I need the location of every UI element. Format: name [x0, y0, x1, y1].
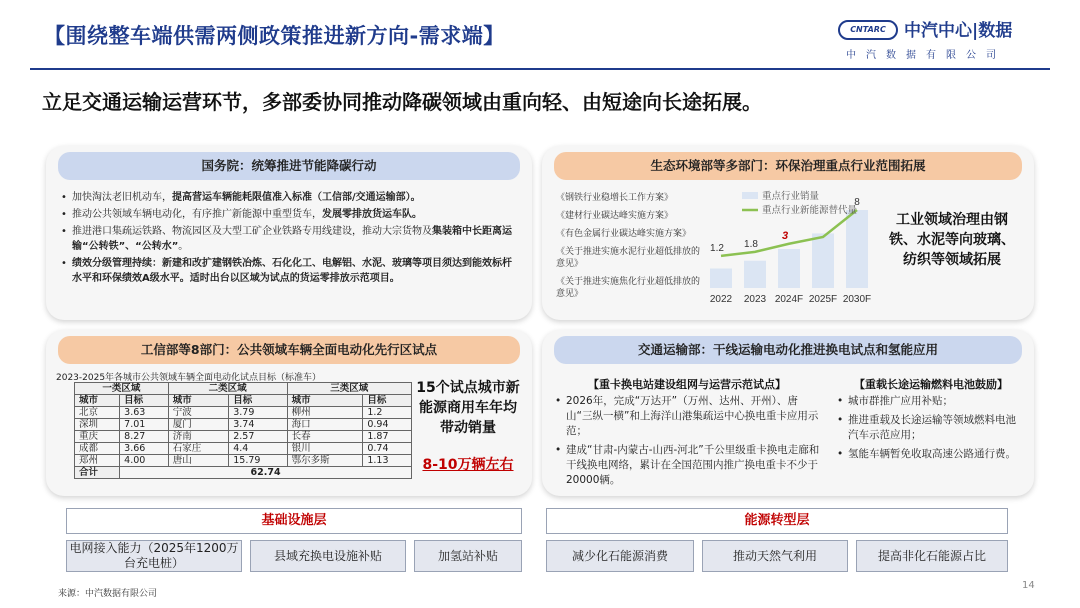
energy-layer-title: 能源转型层 [546, 508, 1008, 534]
shengtai-heading: 生态环境部等多部门：环保治理重点行业范围拓展 [554, 152, 1022, 180]
column-header: 目标 [120, 395, 169, 407]
energy-item-gas: 推动天然气利用 [702, 540, 848, 572]
legend-label: 重点行业新能源替代量 [762, 205, 858, 216]
table-cell: 3.66 [120, 443, 169, 455]
policy-doc: 《建材行业碳达峰实施方案》 [556, 211, 674, 221]
table-cell: 8.27 [120, 431, 169, 443]
list-item: • 加快淘汰老旧机动车，提高营运车辆能耗限值准入标准（工信部/交通运输部）。 [58, 190, 518, 205]
source-note: 来源：中汽数据有限公司 [58, 589, 158, 599]
list-item: • 2026年，完成“万达开”（万州、达州、开州）、唐山“三纵一横”和上海洋山港集疏运中心换电重卡应用示范； [552, 394, 824, 439]
table-cell: 厦门 [168, 419, 228, 431]
table-cell: 柳州 [287, 407, 363, 419]
group-header: 三类区域 [287, 383, 411, 395]
group-header: 一类区域 [75, 383, 169, 395]
table-cell: 0.94 [363, 419, 412, 431]
list-item: • 建成“甘肃-内蒙古-山西-河北”千公里级重卡换电走廊和干线换电网络，累计在全国范围内推广换电重卡不少于20000辆。 [552, 443, 824, 488]
table-cell: 3.79 [229, 407, 287, 419]
shengtai-side-text: 工业领域治理由钢铁、水泥等向玻璃、纺织等领域拓展 [889, 212, 1015, 268]
table-cell: 银川 [287, 443, 363, 455]
table-cell: 2.57 [229, 431, 287, 443]
table-cell: 3.74 [229, 419, 287, 431]
brand-logo-name: 中汽中心|数据 [904, 21, 1013, 41]
policy-document-list [556, 192, 706, 306]
pilot-callout-value: 8-10万辆左右 [422, 457, 514, 473]
chart-bar [710, 269, 732, 289]
policy-doc: 《钢铁行业稳增长工作方案》 [556, 193, 674, 203]
policy-doc: 《有色金属行业碳达峰实施方案》 [556, 229, 692, 239]
column-header: 目标 [363, 395, 412, 407]
legend-swatch [742, 192, 758, 199]
table-cell: 长春 [287, 431, 363, 443]
table-cell: 4.00 [120, 455, 169, 467]
table-row [75, 455, 412, 467]
shengtai-card [542, 146, 1034, 320]
infrastructure-layer-title: 基础设施层 [66, 508, 522, 534]
chart-data-label: 1.2 [710, 242, 724, 254]
chart-tick-label: 2030F [842, 294, 872, 305]
pilot-city-table [74, 382, 412, 479]
table-cell: 重庆 [75, 431, 120, 443]
table-cell: 0.74 [363, 443, 412, 455]
table-cell: 唐山 [168, 455, 228, 467]
table-cell: 7.01 [120, 419, 169, 431]
jiaotong-heading: 交通运输部：干线运输电动化推进换电试点和氢能应用 [554, 336, 1022, 364]
table-cell: 成都 [75, 443, 120, 455]
infra-item-county: 县域充换电设施补贴 [250, 540, 406, 572]
table-cell: 15.79 [229, 455, 287, 467]
table-row [75, 443, 412, 455]
column-header: 城市 [75, 395, 120, 407]
table-cell: 3.63 [120, 407, 169, 419]
guowuyuan-heading: 国务院：统筹推进节能降碳行动 [58, 152, 520, 180]
column-header: 城市 [287, 395, 363, 407]
brand-logo-mark: CNTARC [838, 20, 898, 40]
jiaotong-card [542, 330, 1034, 496]
energy-item-nonfossil: 提高非化石能源占比 [856, 540, 1008, 572]
infra-item-hydrogen: 加氢站补贴 [414, 540, 522, 572]
chart-tick-label: 2023 [743, 294, 767, 305]
page-subtitle: 立足交通运输运营环节，多部委协同推动降碳领域由重向轻、由短途向长途拓展。 [42, 90, 762, 114]
table-caption: 2023-2025年各城市公共领域车辆全面电动化试点目标（标准车） [56, 373, 322, 383]
group-header: 二类区域 [168, 383, 287, 395]
table-row [75, 407, 412, 419]
total-value: 62.74 [120, 467, 412, 479]
infra-item-grid: 电网接入能力（2025年1200万台充电桩） [66, 540, 242, 572]
table-cell: 北京 [75, 407, 120, 419]
chart-tick-label: 2025F [808, 294, 838, 305]
list-item: • 推动公共领域车辆电动化，有序推广新能源中重型货车，发展零排放货运车队。 [58, 207, 518, 222]
chart-bar [778, 249, 800, 288]
swap-station-list [552, 394, 824, 490]
column-header: 目标 [229, 395, 287, 407]
fuel-cell-title: 【重载长途运输燃料电池鼓励】 [854, 378, 1008, 391]
table-row [75, 419, 412, 431]
title-divider [30, 68, 1050, 70]
brand-logo-subtitle: 中汽数据有限公司 [846, 50, 1006, 61]
sales-chart [702, 190, 880, 308]
table-cell: 1.13 [363, 455, 412, 467]
table-cell: 郑州 [75, 455, 120, 467]
table-cell: 海口 [287, 419, 363, 431]
list-item: • 城市群推广应用补贴； [834, 394, 1024, 409]
pilot-callout: 15个试点城市新能源商用车年均带动销量 [416, 380, 520, 436]
policy-doc: 《关于推进实施水泥行业超低排放的意见》 [556, 247, 701, 269]
table-cell: 鄂尔多斯 [287, 455, 363, 467]
energy-item-fossil: 减少化石能源消费 [546, 540, 694, 572]
chart-data-label: 8 [854, 197, 860, 208]
chart-data-label: 1.8 [744, 238, 758, 250]
pilot-city-table-wrap [74, 382, 412, 479]
list-item: • 推进港口集疏运铁路、物流园区及大型工矿企业铁路专用线建设，推动大宗货物及集装箱中长距离运输“公转铁”、“公转水”。 [58, 224, 518, 254]
total-label: 合计 [75, 467, 120, 479]
table-cell: 4.4 [229, 443, 287, 455]
fuel-cell-list [834, 394, 1024, 464]
list-item: • 推进重载及长途运输等领域燃料电池汽车示范应用； [834, 413, 1024, 443]
page-title: 【围绕整车端供需两侧政策推进新方向-需求端】 [44, 24, 505, 48]
guowuyuan-bullet-list [58, 190, 518, 286]
chart-bar [846, 210, 868, 288]
policy-doc: 《关于推进实施焦化行业超低排放的意见》 [556, 277, 701, 299]
table-cell: 深圳 [75, 419, 120, 431]
table-cell: 石家庄 [168, 443, 228, 455]
list-item: • 氢能车辆暂免收取高速公路通行费。 [834, 447, 1024, 462]
page-number: 14 [1022, 580, 1035, 591]
table-cell: 济南 [168, 431, 228, 443]
chart-tick-label: 2022 [709, 294, 733, 305]
list-item: • 绩效分级管理持续：新建和改扩建钢铁冶炼、石化化工、电解铝、水泥、玻璃等项目须达到能效标杆水平和环保绩效A级水平。适时出台以区域为试点的货运零排放示范项目。 [58, 256, 518, 286]
chart-data-label: 3 [781, 229, 789, 242]
table-cell: 1.87 [363, 431, 412, 443]
table-row [75, 431, 412, 443]
gongxinbu-heading: 工信部等8部门：公共领域车辆全面电动化先行区试点 [58, 336, 520, 364]
table-cell: 宁波 [168, 407, 228, 419]
column-header: 城市 [168, 395, 228, 407]
swap-station-title: 【重卡换电站建设组网与运营示范试点】 [588, 378, 786, 391]
chart-bar [744, 261, 766, 288]
guowuyuan-card [46, 146, 532, 320]
table-cell: 1.2 [363, 407, 412, 419]
chart-bar [812, 233, 834, 288]
legend-label: 重点行业销量 [762, 191, 820, 202]
chart-tick-label: 2024F [774, 294, 804, 305]
gongxinbu-card [46, 330, 532, 496]
